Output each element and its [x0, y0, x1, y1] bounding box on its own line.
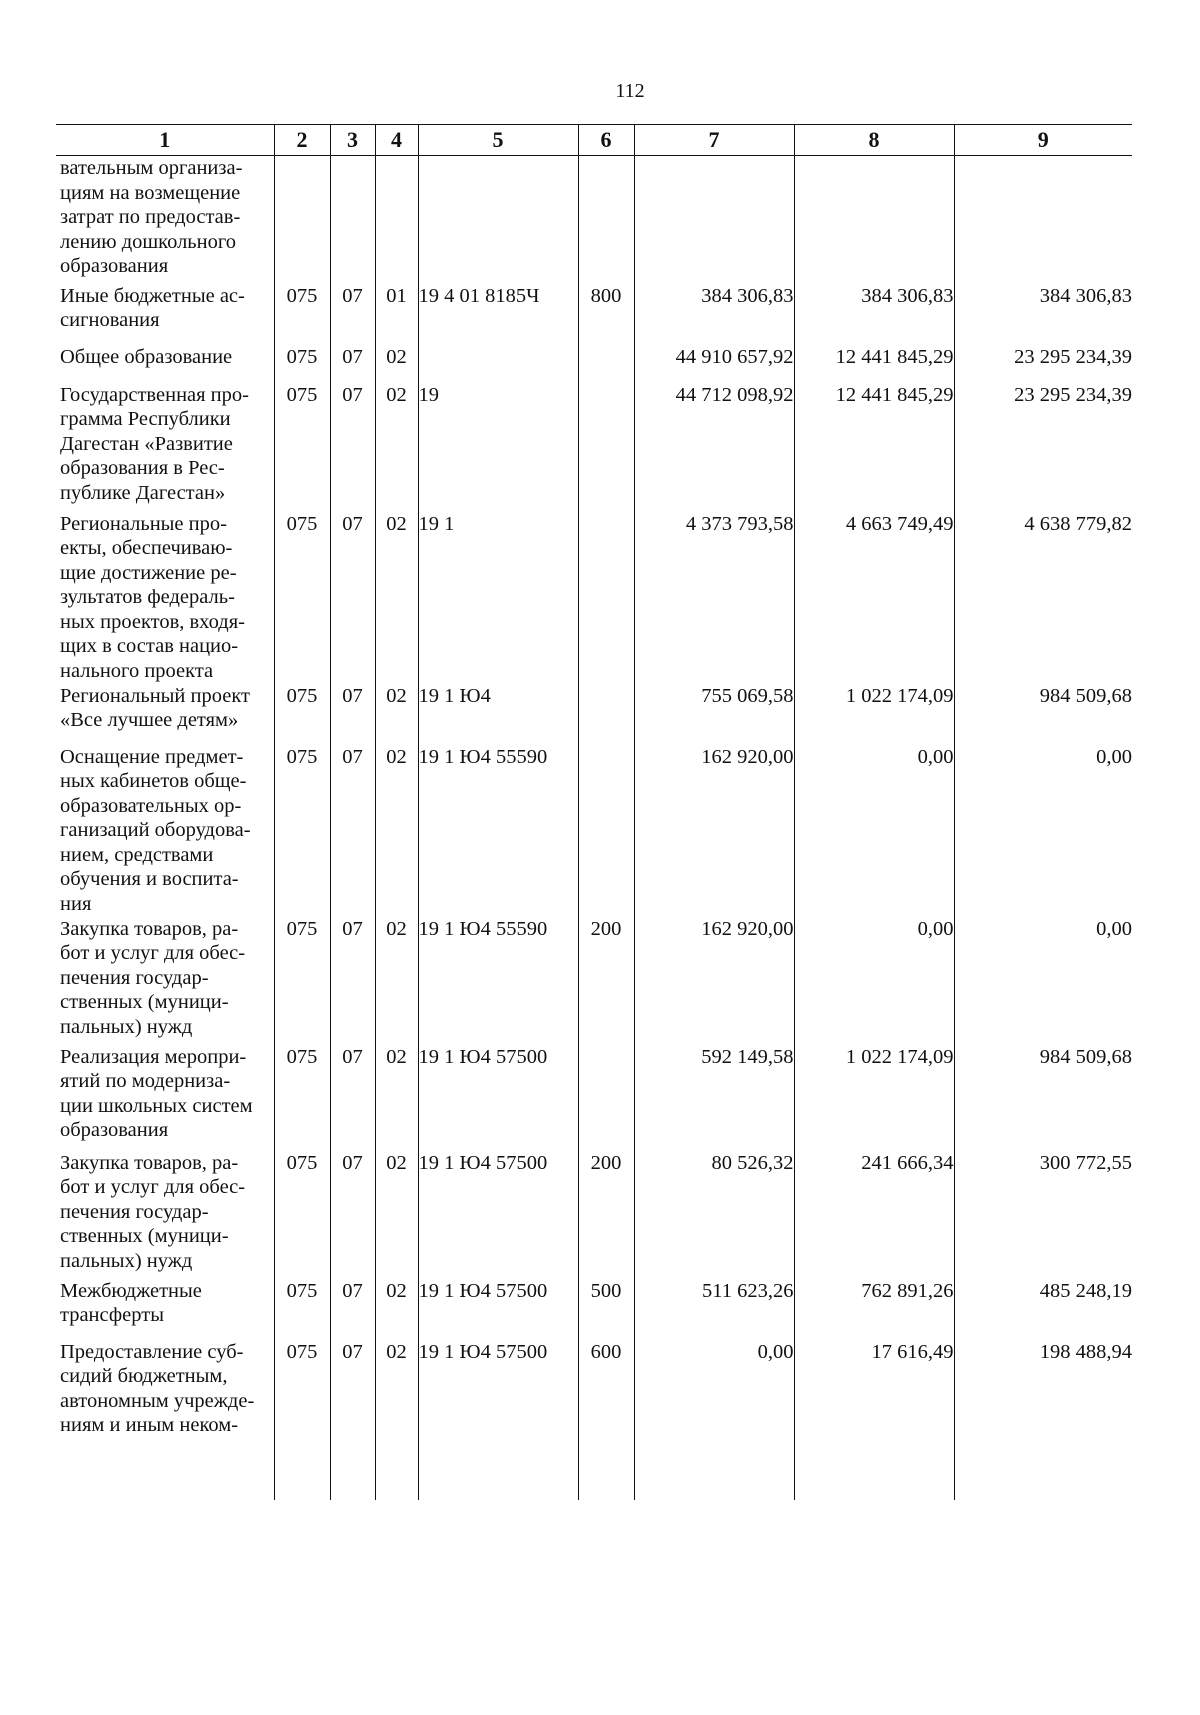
row-label-cell: Предоставление суб- сидий бюджетным, автономным учрежде- ниям и иным неком-	[60, 1340, 255, 1436]
row-label-cell: Закупка товаров, ра- бот и услуг для обес- печения государ- ственных (муници- пальных) нужд	[60, 1151, 246, 1272]
amount-col8-cell: 12 441 845,29	[794, 345, 954, 383]
code-section-cell: 07	[330, 1279, 375, 1340]
code-target-article-cell: 19 1 Ю4 57500	[418, 1340, 578, 1500]
table-row	[56, 512, 1132, 684]
amount-col8-cell: 4 663 749,49	[794, 512, 954, 684]
table-row	[56, 917, 1132, 1045]
code-section-cell: 07	[330, 1151, 375, 1279]
column-header: 5	[418, 125, 578, 156]
row-label-cell: Общее образование	[60, 345, 233, 368]
amount-col7-cell: 384 306,83	[634, 284, 794, 345]
code-ministry-cell: 075	[274, 684, 330, 745]
row-label-cell: Региональный проект «Все лучшее детям»	[60, 684, 250, 731]
code-expense-type-cell: 800	[578, 284, 634, 345]
table-row	[56, 1340, 1132, 1500]
code-subsection-cell: 02	[375, 512, 418, 684]
code-subsection-cell: 02	[375, 1045, 418, 1151]
amount-col8-cell	[794, 156, 954, 284]
amount-col7-cell: 80 526,32	[634, 1151, 794, 1279]
amount-col7-cell: 162 920,00	[634, 745, 794, 917]
code-subsection-cell: 01	[375, 284, 418, 345]
table-row	[56, 345, 1132, 383]
code-ministry-cell: 075	[274, 284, 330, 345]
amount-col8-cell: 17 616,49	[794, 1340, 954, 1500]
amount-col9-cell: 485 248,19	[954, 1279, 1132, 1340]
code-subsection-cell: 02	[375, 745, 418, 917]
amount-col9-cell: 198 488,94	[954, 1340, 1132, 1500]
code-section-cell: 07	[330, 345, 375, 383]
code-subsection-cell: 02	[375, 1279, 418, 1340]
code-section-cell: 07	[330, 684, 375, 745]
column-header: 2	[274, 125, 330, 156]
amount-col9-cell: 0,00	[954, 745, 1132, 917]
amount-col8-cell: 12 441 845,29	[794, 383, 954, 512]
code-section-cell: 07	[330, 1340, 375, 1500]
code-ministry-cell: 075	[274, 1151, 330, 1279]
budget-table	[56, 124, 1132, 1500]
code-section-cell: 07	[330, 284, 375, 345]
table-row	[56, 1151, 1132, 1279]
code-subsection-cell: 02	[375, 1340, 418, 1500]
amount-col9-cell: 300 772,55	[954, 1151, 1132, 1279]
row-label-cell: Региональные про- екты, обеспечиваю- щие достижение ре- зультатов федераль- ных проектов, входя- щих в состав нацио- нального проекта	[60, 512, 245, 682]
amount-col9-cell: 984 509,68	[954, 1045, 1132, 1151]
code-subsection-cell: 02	[375, 1151, 418, 1279]
code-subsection-cell: 02	[375, 383, 418, 512]
table-row	[56, 156, 1132, 284]
code-expense-type-cell	[578, 156, 634, 284]
code-expense-type-cell: 200	[578, 917, 634, 1045]
code-target-article-cell	[418, 345, 578, 383]
amount-col9-cell: 384 306,83	[954, 284, 1132, 345]
amount-col8-cell: 241 666,34	[794, 1151, 954, 1279]
code-subsection-cell: 02	[375, 684, 418, 745]
amount-col8-cell: 762 891,26	[794, 1279, 954, 1340]
page-number: 112	[615, 80, 645, 102]
amount-col7-cell: 592 149,58	[634, 1045, 794, 1151]
code-expense-type-cell	[578, 745, 634, 917]
column-header: 9	[954, 125, 1132, 156]
code-target-article-cell: 19 1 Ю4 55590	[418, 917, 578, 1045]
amount-col7-cell	[634, 156, 794, 284]
code-subsection-cell: 02	[375, 345, 418, 383]
code-target-article-cell: 19 1 Ю4 55590	[418, 745, 578, 917]
code-expense-type-cell	[578, 512, 634, 684]
code-ministry-cell: 075	[274, 1045, 330, 1151]
amount-col9-cell: 23 295 234,39	[954, 345, 1132, 383]
code-ministry-cell: 075	[274, 1279, 330, 1340]
row-label-cell: Межбюджетные трансферты	[60, 1279, 202, 1326]
code-expense-type-cell: 500	[578, 1279, 634, 1340]
amount-col7-cell: 44 712 098,92	[634, 383, 794, 512]
amount-col9-cell	[954, 156, 1132, 284]
code-expense-type-cell	[578, 345, 634, 383]
code-target-article-cell: 19 1 Ю4	[418, 684, 578, 745]
code-expense-type-cell: 200	[578, 1151, 634, 1279]
amount-col8-cell: 0,00	[794, 917, 954, 1045]
column-header: 1	[56, 125, 274, 156]
code-target-article-cell: 19 1	[418, 512, 578, 684]
row-label-cell: Государственная про- грамма Республики Дагестан «Развитие образования в Рес- публике Дагестан»	[60, 383, 249, 504]
table-row	[56, 284, 1132, 345]
table-row	[56, 383, 1132, 512]
amount-col7-cell: 755 069,58	[634, 684, 794, 745]
code-expense-type-cell	[578, 684, 634, 745]
column-header: 4	[375, 125, 418, 156]
code-ministry-cell: 075	[274, 383, 330, 512]
row-label-cell: Закупка товаров, ра- бот и услуг для обес- печения государ- ственных (муници- пальных) нужд	[60, 917, 246, 1038]
amount-col8-cell: 384 306,83	[794, 284, 954, 345]
code-expense-type-cell	[578, 383, 634, 512]
code-ministry-cell: 075	[274, 512, 330, 684]
code-target-article-cell: 19 1 Ю4 57500	[418, 1151, 578, 1279]
amount-col8-cell: 1 022 174,09	[794, 1045, 954, 1151]
header-row	[56, 125, 1132, 156]
code-ministry-cell: 075	[274, 745, 330, 917]
table-row	[56, 745, 1132, 917]
code-expense-type-cell: 600	[578, 1340, 634, 1500]
amount-col7-cell: 511 623,26	[634, 1279, 794, 1340]
row-label-cell: Иные бюджетные ас- сигнования	[60, 284, 245, 331]
column-header: 6	[578, 125, 634, 156]
code-ministry-cell	[274, 156, 330, 284]
column-header: 8	[794, 125, 954, 156]
amount-col9-cell: 984 509,68	[954, 684, 1132, 745]
column-header: 7	[634, 125, 794, 156]
code-section-cell: 07	[330, 512, 375, 684]
row-label-cell: вательным организа- циям на возмещение затрат по предостав- лению дошкольного образования	[60, 157, 243, 277]
amount-col9-cell: 4 638 779,82	[954, 512, 1132, 684]
table-row	[56, 684, 1132, 745]
code-section-cell: 07	[330, 917, 375, 1045]
code-section-cell: 07	[330, 1045, 375, 1151]
code-target-article-cell: 19 4 01 8185Ч	[418, 284, 578, 345]
amount-col9-cell: 23 295 234,39	[954, 383, 1132, 512]
code-subsection-cell	[375, 156, 418, 284]
row-label-cell: Реализация меропри- ятий по модерниза- ции школьных систем образования	[60, 1045, 253, 1141]
code-ministry-cell: 075	[274, 345, 330, 383]
code-target-article-cell: 19	[418, 383, 578, 512]
amount-col7-cell: 4 373 793,58	[634, 512, 794, 684]
table-row	[56, 1045, 1132, 1151]
code-section-cell	[330, 156, 375, 284]
code-target-article-cell: 19 1 Ю4 57500	[418, 1279, 578, 1340]
amount-col7-cell: 0,00	[634, 1340, 794, 1500]
column-header: 3	[330, 125, 375, 156]
code-expense-type-cell	[578, 1045, 634, 1151]
amount-col7-cell: 44 910 657,92	[634, 345, 794, 383]
amount-col8-cell: 0,00	[794, 745, 954, 917]
code-ministry-cell: 075	[274, 917, 330, 1045]
code-section-cell: 07	[330, 383, 375, 512]
code-section-cell: 07	[330, 745, 375, 917]
table-row	[56, 1279, 1132, 1340]
code-ministry-cell: 075	[274, 1340, 330, 1500]
code-target-article-cell	[418, 156, 578, 284]
row-label-cell: Оснащение предмет- ных кабинетов обще- образовательных ор- ганизаций оборудова- нием, средствами обучения и воспита- ния	[60, 745, 251, 915]
amount-col9-cell: 0,00	[954, 917, 1132, 1045]
code-subsection-cell: 02	[375, 917, 418, 1045]
code-target-article-cell: 19 1 Ю4 57500	[418, 1045, 578, 1151]
amount-col8-cell: 1 022 174,09	[794, 684, 954, 745]
amount-col7-cell: 162 920,00	[634, 917, 794, 1045]
